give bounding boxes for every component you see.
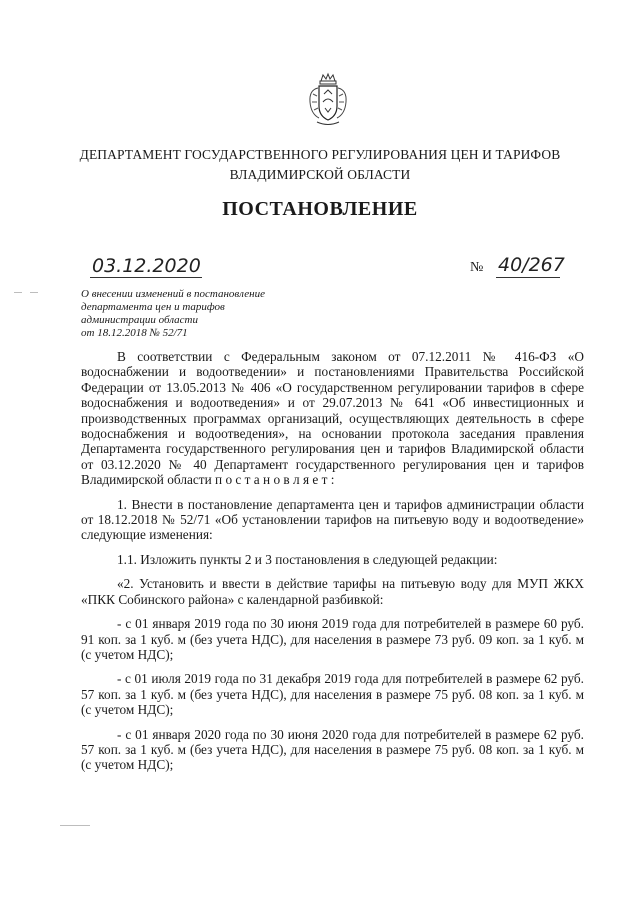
tariff-period-paragraph: - с 01 января 2019 года по 30 июня 2019 года для потребителей в размере 60 руб. 91 коп. за 1 куб. м (без учета НДС), для населения в размере 73 руб. 09 коп. за 1 куб. м (с учетом НДС); (81, 616, 584, 662)
number-sign: № (470, 260, 484, 275)
document-title: ПОСТАНОВЛЕНИЕ (222, 198, 418, 220)
handwritten-number: 40/267 (498, 254, 565, 276)
document-body (81, 349, 584, 773)
coat-of-arms-emblem (305, 72, 351, 128)
department-name-line1: ДЕПАРТАМЕНТ ГОСУДАРСТВЕННОГО РЕГУЛИРОВАНИЯ ЦЕН И ТАРИФОВ (79, 147, 561, 162)
tariff-period-paragraph: - с 01 июля 2019 года по 31 декабря 2019 года для потребителей в размере 62 руб. 57 коп. за 1 куб. м (без учета НДС), для населения в размере 75 руб. 08 коп. за 1 куб. м (с учетом НДС); (81, 671, 584, 718)
scan-mark (30, 292, 38, 293)
department-name-line2: ВЛАДИМИРСКОЙ ОБЛАСТИ (229, 167, 411, 182)
subject-line: от 18.12.2018 № 52/71 (81, 327, 188, 339)
document-subject (81, 288, 311, 340)
handwritten-date: 03.12.2020 (92, 255, 201, 277)
scan-mark (14, 292, 22, 293)
subject-line: администрации области (81, 314, 198, 326)
date-underline (90, 277, 202, 278)
quoted-item-2-paragraph: «2. Установить и ввести в действие тарифы на питьевую воду для МУП ЖКХ «ПКК Собинского района» с календарной разбивкой: (81, 576, 584, 607)
number-underline (496, 277, 560, 278)
item-1-paragraph: 1. Внести в постановление департамента цен и тарифов администрации области от 18.12.2018 № 52/71 «Об установлении тарифов на питьевую воду и водоотведение» следующие изменения: (81, 496, 584, 543)
scan-mark (60, 825, 90, 826)
preamble-paragraph: В соответствии с Федеральным законом от 07.12.2011 № 416-ФЗ «О водоснабжении и водоотведении» и постановлениями Правительства Российской Федерации от 13.05.2013 № 406 «О государственном регулировании тарифов в сфере водоснабжения и водоотведения» и от 29.07.2013 № 641 «Об инвестиционных и производственных программах организаций, осуществляющих деятельность в сфере водоснабжения и водоотведения», на основании протокола заседания правления Департамента государственного регулирования цен и тарифов Владимирской области от 03.12.2020 № 40 Департамент государственного регулирования цен и тарифов Владимирской области п о с т а н о в л я е т : (81, 349, 584, 488)
subject-line: департамента цен и тарифов (81, 301, 225, 313)
tariff-period-paragraph: - с 01 января 2020 года по 30 июня 2020 года для потребителей в размере 62 руб. 57 коп. за 1 куб. м (без учета НДС), для населения в размере 75 руб. 08 коп. за 1 куб. м (с учетом НДС); (81, 726, 584, 773)
subject-line: О внесении изменений в постановление (81, 288, 265, 300)
item-1-1-paragraph: 1.1. Изложить пункты 2 и 3 постановления в следующей редакции: (117, 551, 498, 567)
